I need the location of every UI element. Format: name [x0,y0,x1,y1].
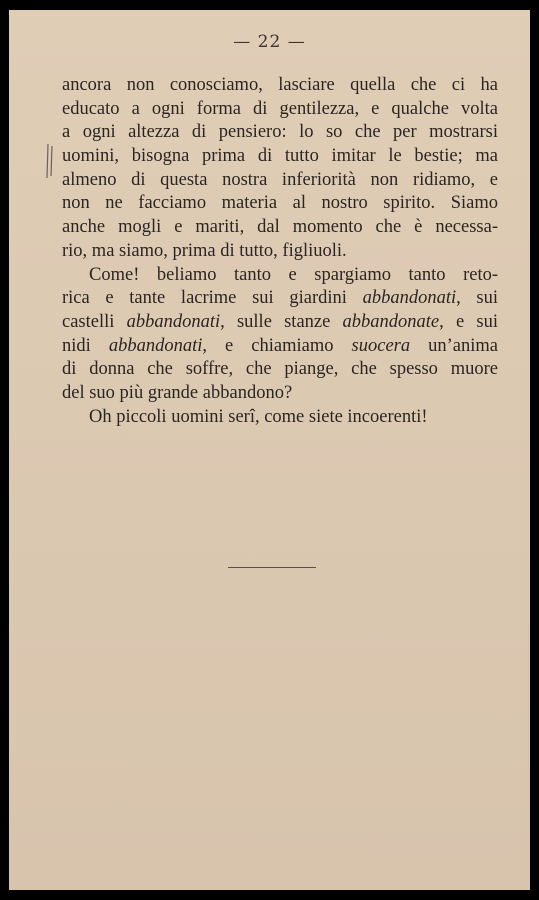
text-line: anche mogli e mariti, dal momento che è necessa- [62,217,498,238]
text-line: rio, ma siamo, prima di tutto, figliuoli. [62,240,347,261]
body-text [62,74,498,429]
text-line: del suo più grande abbandono? [62,382,293,403]
text-line: uomini, bisogna prima di tutto imitar le bestie; ma [62,146,498,167]
text-line: di donna che soffre, che piange, che spesso muore [62,359,498,380]
text-line: non ne facciamo materia al nostro spirito. Siamo [62,193,498,214]
text-line-mixed: rica e tante lacrime sui giardini abbandonati, sui [62,288,499,309]
text-line: educato a ogni forma di gentilezza, e qualche volta [62,98,498,119]
text-line: Oh piccoli uomini serî, come siete incoerenti! [89,406,428,427]
text-line: ancora non conosciamo, lasciare quella che ci ha [62,75,498,95]
page-number: — 22 — [233,32,306,52]
text-line-mixed: castelli abbandonati, sulle stanze abbandonate, e sui [62,311,498,332]
text-line: a ogni altezza di pensiero: lo so che per mostrarsi [62,122,498,143]
text-line: Come! beliamo tanto e spargiamo tanto reto- [89,264,498,285]
book-page [9,10,530,890]
section-divider [228,567,316,568]
text-line-mixed: nidi abbandonati, e chiamiamo suocera un’anima [62,335,499,356]
margin-pencil-mark [45,142,55,180]
text-line: almeno di questa nostra inferiorità non ridiamo, e [62,169,498,190]
